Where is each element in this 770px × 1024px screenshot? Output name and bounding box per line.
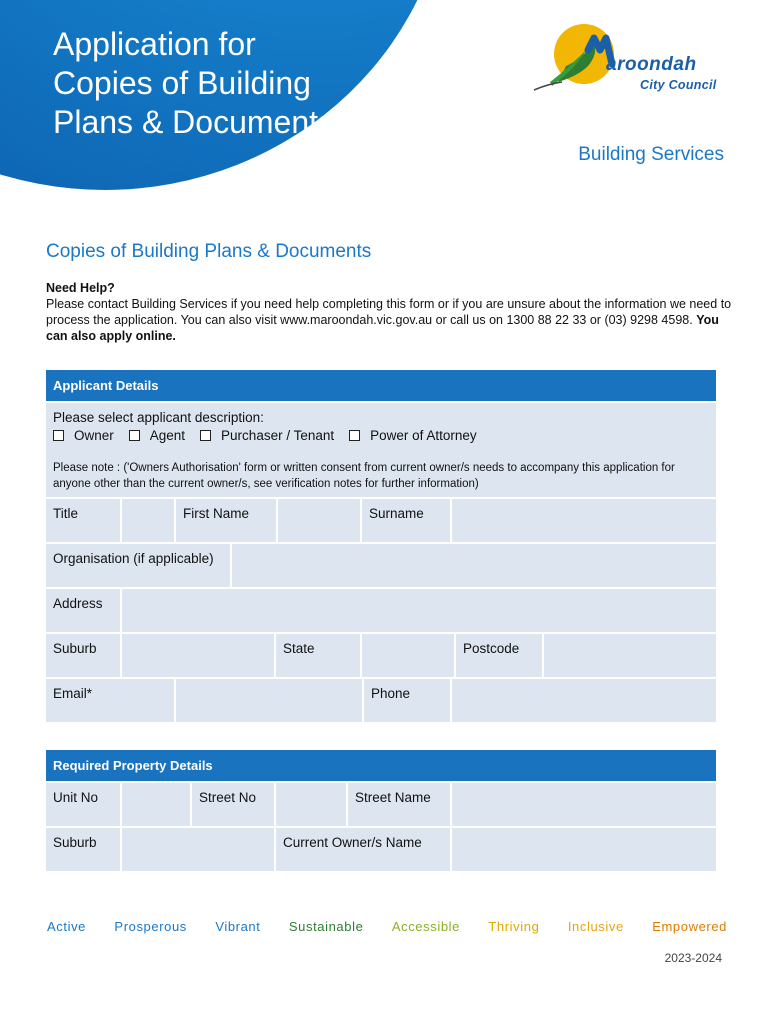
form-year: 2023-2024 [664, 951, 722, 965]
street-row [46, 783, 716, 826]
option-agent[interactable] [129, 428, 185, 443]
postcode-label: Postcode [456, 634, 542, 677]
suburb-label: Suburb [46, 634, 120, 677]
street-no-label: Street No [192, 783, 274, 826]
option-label: Agent [149, 428, 186, 443]
description-prompt: Please select applicant description: [53, 410, 264, 425]
street-no-field[interactable] [274, 783, 348, 826]
phone-field[interactable] [450, 679, 716, 722]
option-label: Owner [74, 428, 114, 443]
authorisation-note: Please note : ('Owners Authorisation' form or written consent from current owner/s needs to accompany this application for anyone other than the current owner/s, see verification notes for further information) [53, 462, 675, 490]
email-phone-row [46, 679, 716, 722]
council-values [47, 919, 727, 934]
suburb-owner-row [46, 828, 716, 871]
suburb-field[interactable] [120, 634, 276, 677]
checkbox-owner[interactable] [53, 430, 64, 441]
surname-label: Surname [362, 499, 450, 542]
title-field[interactable] [120, 499, 176, 542]
address-row [46, 589, 716, 632]
option-label: Purchaser / Tenant [221, 428, 335, 443]
address-field[interactable] [120, 589, 716, 632]
checkbox-power-of-attorney[interactable] [349, 430, 360, 441]
value-word: Prosperous [114, 919, 187, 934]
state-field[interactable] [360, 634, 456, 677]
address-label: Address [46, 589, 120, 632]
suburb-state-row [46, 634, 716, 677]
option-owner[interactable] [53, 428, 114, 443]
option-purchaser-tenant[interactable] [200, 428, 334, 443]
organisation-row [46, 544, 716, 587]
state-label: State [276, 634, 360, 677]
first-name-field[interactable] [276, 499, 362, 542]
value-word: Empowered [652, 919, 727, 934]
value-word: Thriving [488, 919, 540, 934]
value-word: Active [47, 919, 87, 934]
title-line: Copies of Building [53, 65, 311, 101]
section-heading: Copies of Building Plans & Documents [46, 241, 372, 262]
street-name-label: Street Name [348, 783, 450, 826]
checkbox-purchaser-tenant[interactable] [200, 430, 211, 441]
applicant-options [53, 428, 709, 443]
value-word: Accessible [391, 919, 460, 934]
document-title [53, 25, 334, 142]
surname-field[interactable] [450, 499, 716, 542]
logo-wordmark: aroondah [606, 54, 697, 75]
email-field[interactable] [174, 679, 364, 722]
organisation-label: Organisation (if applicable) [46, 544, 230, 587]
unit-no-field[interactable] [120, 783, 192, 826]
applicant-details-header: Applicant Details [46, 370, 716, 401]
postcode-field[interactable] [542, 634, 716, 677]
apply-online-text: You can also apply online. [46, 313, 719, 343]
unit-no-label: Unit No [46, 783, 120, 826]
property-details-form [46, 750, 716, 871]
first-name-label: First Name [176, 499, 276, 542]
property-suburb-label: Suburb [46, 828, 120, 871]
help-body: Please contact Building Services if you need help completing this form or if you are unsure about the information we need to process the application. You can also visit www.maroondah.vic.gov.au or call us on 1300 88 22 33 or (03) 9298 4598. [46, 297, 732, 327]
option-power-of-attorney[interactable] [349, 428, 477, 443]
applicant-description [46, 403, 716, 497]
option-label: Power of Attorney [370, 428, 477, 443]
value-word: Sustainable [288, 919, 364, 934]
title-label: Title [46, 499, 120, 542]
street-name-field[interactable] [450, 783, 716, 826]
title-line: Application for [53, 26, 256, 62]
property-suburb-field[interactable] [120, 828, 276, 871]
owner-name-label: Current Owner/s Name [276, 828, 450, 871]
checkbox-agent[interactable] [129, 430, 140, 441]
value-word: Inclusive [567, 919, 624, 934]
help-text [46, 280, 736, 344]
department-name: Building Services [578, 144, 724, 165]
email-label: Email* [46, 679, 174, 722]
phone-label: Phone [364, 679, 450, 722]
logo-subtitle: City Council [640, 78, 717, 92]
title-line: Plans & Documents [53, 104, 335, 140]
organisation-field[interactable] [230, 544, 716, 587]
value-word: Vibrant [215, 919, 261, 934]
help-heading: Need Help? [46, 281, 115, 295]
applicant-details-form [46, 370, 716, 722]
name-row [46, 499, 716, 542]
property-details-header: Required Property Details [46, 750, 716, 781]
owner-name-field[interactable] [450, 828, 716, 871]
